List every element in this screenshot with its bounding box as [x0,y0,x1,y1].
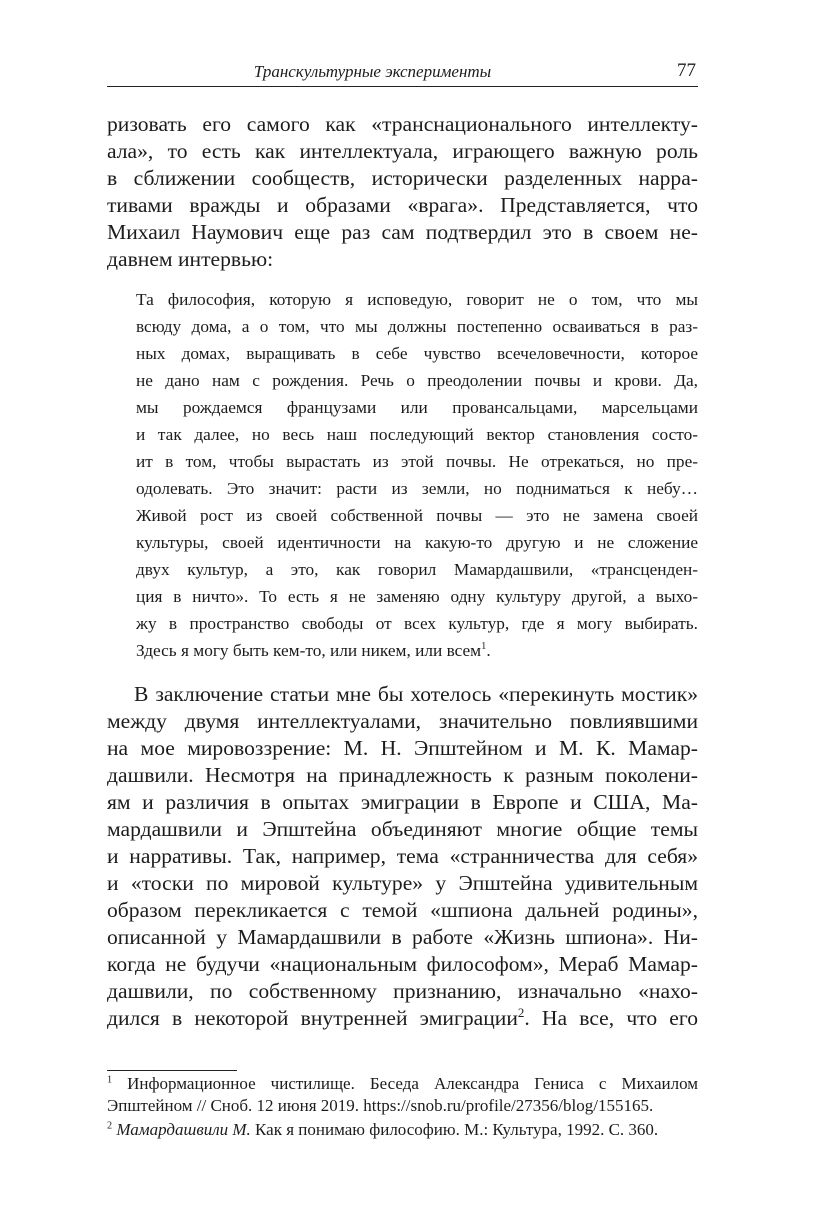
body-line: в сближении сообществ, исторически разделенных нарра- [107,166,698,190]
body-line: дашвили, по собственному признанию, изначально «нахо- [107,979,698,1003]
body-line: между двумя интеллектуалами, значительно повлиявшими [107,709,698,733]
quote-period: . [486,641,491,660]
footnote-ref-2: 2 [517,1004,525,1020]
footnote-2-mark: 2 [107,1120,113,1132]
body-line: на мое мировоззрение: М. Н. Эпштейном и М. К. Мамар- [107,736,698,760]
footnote-1 [107,1073,698,1095]
body-line: В заключение статьи мне бы хотелось «перекинуть мостик» [134,682,698,706]
body-line: ризовать его самого как «транснационального интеллекту- [107,112,698,136]
quote-last-line [136,640,698,662]
body-line: мардашвили и Эпштейна объединяют многие общие темы [107,817,698,841]
quote-line: Та философия, которую я исповедую, говорит не о том, что мы [136,290,698,309]
body-text: . На все, что его [524,1006,698,1030]
body-line: образом перекликается с темой «шпиона дальней родины», [107,898,698,922]
quote-line: ных домах, выращивать в себе чувство всечеловечности, которое [136,344,698,363]
running-header [107,60,698,86]
quote-line: ция в ничто». То есть я не заменяю одну культуру другой, а выхо- [136,587,698,606]
header-rule [107,86,698,87]
body-line: давнем интервью: [107,247,274,271]
page-number: 77 [677,60,696,81]
footnote-1-text: Информационное чистилище. Беседа Александра Гениса с Михаилом [127,1074,698,1093]
body-line: ям и различия в опытах эмиграции в Европе и США, Ма- [107,790,698,814]
quote-line: двух культур, а это, как говорил Мамардашвили, «трансценден- [136,560,698,579]
body-line: описанной у Мамардашвили в работе «Жизнь шпиона». Ни- [107,925,698,949]
footnote-rule [107,1070,237,1071]
quote-line: одолевать. Это значит: расти из земли, но подниматься к небу… [136,479,698,498]
book-page [107,0,698,1229]
quote-line: мы рождаемся французами или провансальцами, марсельцами [136,398,698,417]
body-line: когда не будучи «национальным философом», Мераб Мамар- [107,952,698,976]
footnote-2-author: Мамардашвили М. [116,1120,251,1139]
footnote-2-text: Как я понимаю философию. М.: Культура, 1992. С. 360. [250,1120,659,1139]
quote-text: Здесь я могу быть кем-то, или никем, или всем [136,641,482,660]
footnote-ref-1: 1 [481,641,487,653]
quote-line: всюду дома, а о том, что мы должны постепенно осваиваться в раз- [136,317,698,336]
body-line: дашвили. Несмотря на принадлежность к разным поколени- [107,763,698,787]
quote-line: ит в том, чтобы вырастать из этой почвы. Не отрекаться, но пре- [136,452,698,471]
body-line: тивами вражды и образами «врага». Представляется, что [107,193,698,217]
running-title: Транскультурные эксперименты [253,62,492,81]
quote-line: жу в пространство свободы от всех культур, где я могу выбирать. [136,614,698,633]
body-line: ала», то есть как интеллектуала, играющего важную роль [107,139,698,163]
quote-line: и так далее, но весь наш последующий вектор становления состо- [136,425,698,444]
quote-line: не дано нам с рождения. Речь о преодолении почвы и крови. Да, [136,371,698,390]
body-line: и нарративы. Так, например, тема «странничества для себя» [107,844,698,868]
footnote-2 [107,1119,698,1141]
body-text: дился в некоторой внутренней эмиграции [107,1006,518,1030]
quote-line: Живой рост из своей собственной почвы — это не замена своей [136,506,698,525]
footnote-1-cont: Эпштейном // Сноб. 12 июня 2019. https://snob.ru/profile/27356/blog/155165. [107,1096,654,1115]
body-line: и «тоски по мировой культуре» у Эпштейна удивительным [107,871,698,895]
footnote-1-mark: 1 [107,1074,113,1086]
body-line: Михаил Наумович еще раз сам подтвердил это в своем не- [107,220,698,244]
quote-line: культуры, своей идентичности на какую-то другую и не сложение [136,533,698,552]
body-last-line [107,1005,698,1031]
